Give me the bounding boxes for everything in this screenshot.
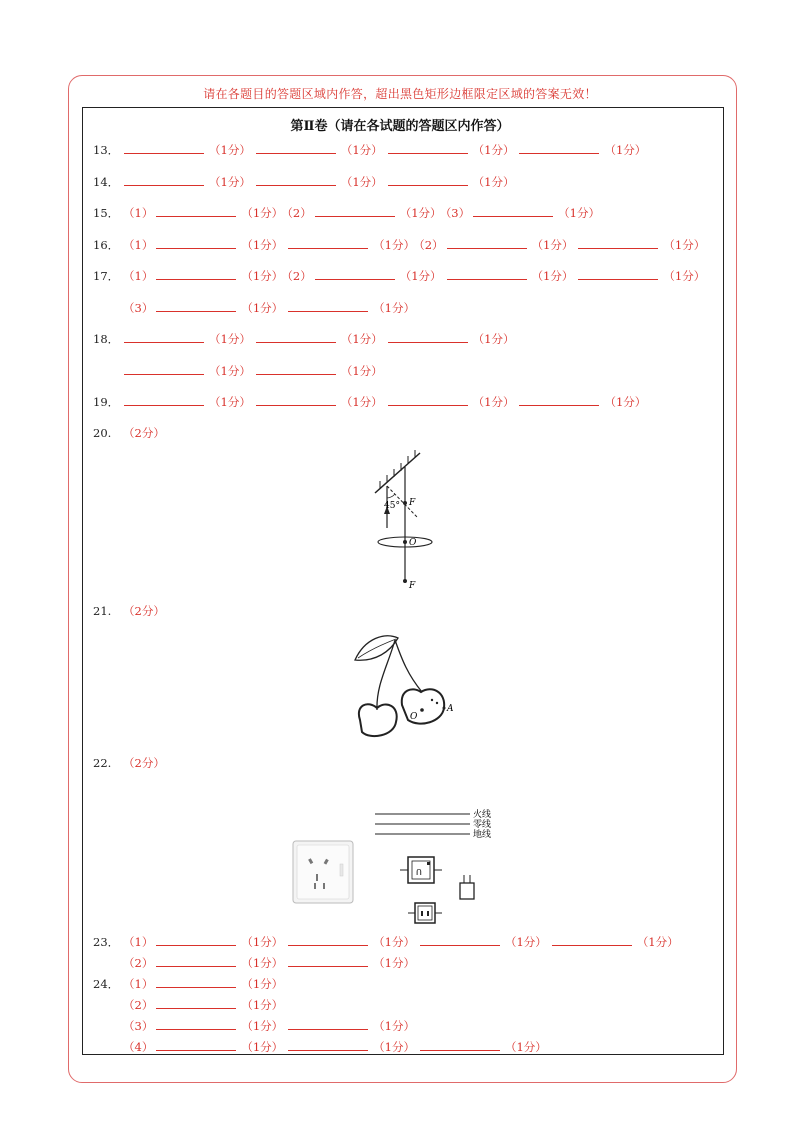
- score-label: （1分）: [340, 332, 383, 346]
- question-18-row: [93, 330, 518, 346]
- cherry-right: [402, 689, 444, 723]
- ground-wire-label: 地线: [473, 830, 492, 840]
- answer-blank[interactable]: [156, 1017, 236, 1030]
- score-label: （1分）: [531, 238, 574, 252]
- score-label: （1分）: [241, 1019, 284, 1033]
- cherry-drawing: [350, 630, 470, 745]
- score-label: （1分）: [373, 238, 415, 252]
- score-label: （1分）: [241, 301, 284, 315]
- sub-question-label: （2）: [123, 998, 154, 1012]
- answer-blank[interactable]: [447, 267, 527, 280]
- center-label: O: [409, 538, 417, 548]
- answer-blank[interactable]: [473, 204, 553, 217]
- question-number: 16．: [93, 238, 120, 252]
- question-17-row-2: [93, 299, 419, 315]
- answer-blank[interactable]: [519, 393, 599, 406]
- sub-question-label: （2）: [287, 269, 312, 283]
- socket-pin: [427, 862, 430, 865]
- sub-question-label: （1）: [123, 935, 154, 949]
- socket-hole: [323, 883, 325, 889]
- score-label: （1分）: [340, 395, 383, 409]
- score-label: （1分）: [504, 1040, 547, 1054]
- answer-blank[interactable]: [256, 173, 336, 186]
- score-label: （1分）: [241, 206, 284, 220]
- force-label-top: F: [409, 498, 416, 508]
- question-number: 17．: [93, 269, 120, 283]
- answer-blank[interactable]: [420, 933, 500, 946]
- center-label: O: [410, 712, 418, 722]
- score-label: （1分）: [340, 143, 383, 157]
- score-label: （1分）: [558, 206, 600, 220]
- score-label: （1分）: [472, 395, 515, 409]
- stem-left: [377, 640, 395, 710]
- score-label: （1分）: [241, 998, 284, 1012]
- question-number: 20.: [93, 426, 112, 440]
- question-20-row: [93, 425, 169, 441]
- answer-blank[interactable]: [388, 141, 468, 154]
- sub-question-label: （1）: [123, 977, 154, 991]
- answer-blank[interactable]: [156, 236, 236, 249]
- socket-wiring-diagram: [370, 805, 500, 925]
- plug-icon: [460, 883, 474, 899]
- score-label: （1分）: [373, 956, 415, 970]
- question-number: 23．: [93, 935, 120, 949]
- answer-blank[interactable]: [420, 1038, 500, 1051]
- question-24-row-4: [93, 1038, 551, 1054]
- socket-hole: [316, 874, 318, 881]
- point-marker: [443, 707, 446, 710]
- stem-right: [395, 640, 422, 692]
- answer-blank[interactable]: [315, 267, 395, 280]
- answer-blank[interactable]: [124, 362, 204, 375]
- answer-blank[interactable]: [156, 954, 236, 967]
- question-17-row: [93, 267, 709, 283]
- question-18-row-2: [93, 362, 387, 378]
- socket-indicator: [340, 864, 343, 876]
- sub-question-label: （3）: [445, 206, 471, 220]
- answer-blank[interactable]: [388, 173, 468, 186]
- answer-blank[interactable]: [124, 393, 204, 406]
- sub-question-label: （4）: [123, 1040, 154, 1054]
- question-number: 13．: [93, 143, 120, 157]
- score-label: （2分）: [123, 604, 165, 618]
- point-label: A: [447, 704, 454, 714]
- question-number: 21.: [93, 604, 112, 618]
- answer-blank[interactable]: [156, 1038, 236, 1051]
- answer-blank[interactable]: [388, 393, 468, 406]
- question-19-row: [93, 393, 650, 409]
- score-label: （1分）: [209, 175, 251, 189]
- dot: [431, 699, 433, 701]
- socket-symbol: ꓵ: [416, 868, 422, 877]
- answer-blank[interactable]: [288, 236, 368, 249]
- answer-blank[interactable]: [124, 330, 204, 343]
- answer-blank[interactable]: [578, 236, 658, 249]
- score-label: （1分）: [209, 332, 251, 346]
- answer-blank[interactable]: [288, 1038, 368, 1051]
- leaf-shape: [355, 636, 398, 660]
- score-label: （1分）: [209, 143, 251, 157]
- answer-blank[interactable]: [578, 267, 658, 280]
- question-24-row: [93, 975, 287, 991]
- sub-question-label: （2）: [287, 206, 312, 220]
- score-label: （1分）: [241, 269, 284, 283]
- question-21-row: [93, 603, 169, 619]
- score-label: （1分）: [241, 977, 284, 991]
- question-23-row: [93, 933, 683, 949]
- score-label: （1分）: [399, 269, 442, 283]
- answer-blank[interactable]: [156, 299, 236, 312]
- warning-notice: 请在各题目的答题区域内作答，超出黑色矩形边框限定区域的答案无效！: [203, 87, 597, 101]
- answer-blank[interactable]: [124, 141, 204, 154]
- answer-blank[interactable]: [288, 299, 368, 312]
- score-label: （1分）: [340, 175, 383, 189]
- score-label: （1分）: [373, 1019, 415, 1033]
- answer-blank[interactable]: [156, 204, 236, 217]
- answer-blank[interactable]: [288, 954, 368, 967]
- sub-question-label: （2）: [418, 238, 444, 252]
- angle-arc: [387, 494, 395, 498]
- score-label: （2分）: [123, 756, 165, 770]
- question-15-row: [93, 204, 604, 220]
- question-number: 22.: [93, 756, 112, 770]
- score-label: （1分）: [373, 1040, 415, 1054]
- question-22-row: [93, 755, 169, 771]
- question-number: 18．: [93, 332, 120, 346]
- live-wire-label: 火线: [473, 810, 492, 820]
- sub-question-label: （1）: [123, 269, 154, 283]
- score-label: （1分）: [504, 935, 547, 949]
- score-label: （1分）: [241, 956, 284, 970]
- score-label: （1分）: [472, 143, 515, 157]
- score-label: （1分）: [472, 332, 515, 346]
- question-number: 19．: [93, 395, 120, 409]
- force-label-bottom: F: [409, 581, 416, 591]
- answer-blank[interactable]: [256, 393, 336, 406]
- score-label: （1分）: [209, 364, 251, 378]
- question-number: 14．: [93, 175, 120, 189]
- center-point: [420, 708, 424, 712]
- socket-pin: [427, 911, 429, 916]
- score-label: （1分）: [663, 238, 706, 252]
- answer-blank[interactable]: [288, 933, 368, 946]
- point-marker: [403, 501, 407, 505]
- section-title: 第Ⅱ卷（请在各试题的答题区内作答）: [290, 119, 510, 134]
- score-label: （1分）: [209, 395, 251, 409]
- sub-question-label: （1）: [123, 206, 154, 220]
- dot: [436, 702, 438, 704]
- score-label: （1分）: [663, 269, 706, 283]
- answer-blank[interactable]: [156, 975, 236, 988]
- question-24-row-2: [93, 996, 287, 1012]
- score-label: （1分）: [241, 1040, 284, 1054]
- socket-pin: [421, 911, 423, 916]
- question-14-row: [93, 173, 518, 189]
- wall-socket-photo: [292, 840, 354, 904]
- cherry-left: [359, 704, 397, 736]
- answer-blank[interactable]: [447, 236, 527, 249]
- score-label: （1分）: [604, 143, 647, 157]
- answer-blank[interactable]: [156, 267, 236, 280]
- sub-question-label: （2）: [123, 956, 154, 970]
- answer-blank[interactable]: [256, 141, 336, 154]
- sub-question-label: （3）: [123, 1019, 154, 1033]
- question-number: 15．: [93, 206, 120, 220]
- center-point: [403, 540, 407, 544]
- point-marker: [403, 579, 407, 583]
- score-label: （2分）: [123, 426, 165, 440]
- answer-blank[interactable]: [256, 362, 336, 375]
- answer-blank[interactable]: [124, 173, 204, 186]
- question-13-row: [93, 141, 650, 157]
- score-label: （1分）: [340, 364, 383, 378]
- score-label: （1分）: [604, 395, 647, 409]
- score-label: （1分）: [373, 301, 415, 315]
- answer-blank[interactable]: [256, 330, 336, 343]
- answer-blank[interactable]: [288, 1017, 368, 1030]
- question-24-row-3: [93, 1017, 419, 1033]
- answer-blank[interactable]: [552, 933, 632, 946]
- score-label: （1分）: [241, 238, 284, 252]
- sub-question-label: （1）: [123, 238, 154, 252]
- question-number: 24．: [93, 977, 120, 991]
- answer-blank[interactable]: [156, 933, 236, 946]
- question-23-row-2: [93, 954, 419, 970]
- socket-hole: [314, 883, 316, 889]
- answer-blank[interactable]: [315, 204, 395, 217]
- score-label: （1分）: [241, 935, 284, 949]
- answer-blank[interactable]: [388, 330, 468, 343]
- score-label: （1分）: [373, 935, 415, 949]
- answer-blank[interactable]: [519, 141, 599, 154]
- sub-question-label: （3）: [123, 301, 154, 315]
- answer-blank[interactable]: [156, 996, 236, 1009]
- angle-label: 45°: [384, 501, 400, 511]
- mirror-lever-diagram: [360, 448, 470, 593]
- score-label: （1分）: [636, 935, 679, 949]
- score-label: （1分）: [399, 206, 442, 220]
- neutral-wire-label: 零线: [473, 820, 492, 830]
- score-label: （1分）: [472, 175, 515, 189]
- question-16-row: [93, 236, 709, 252]
- ceiling-line: [375, 453, 420, 493]
- score-label: （1分）: [531, 269, 574, 283]
- socket-inner: [418, 906, 432, 920]
